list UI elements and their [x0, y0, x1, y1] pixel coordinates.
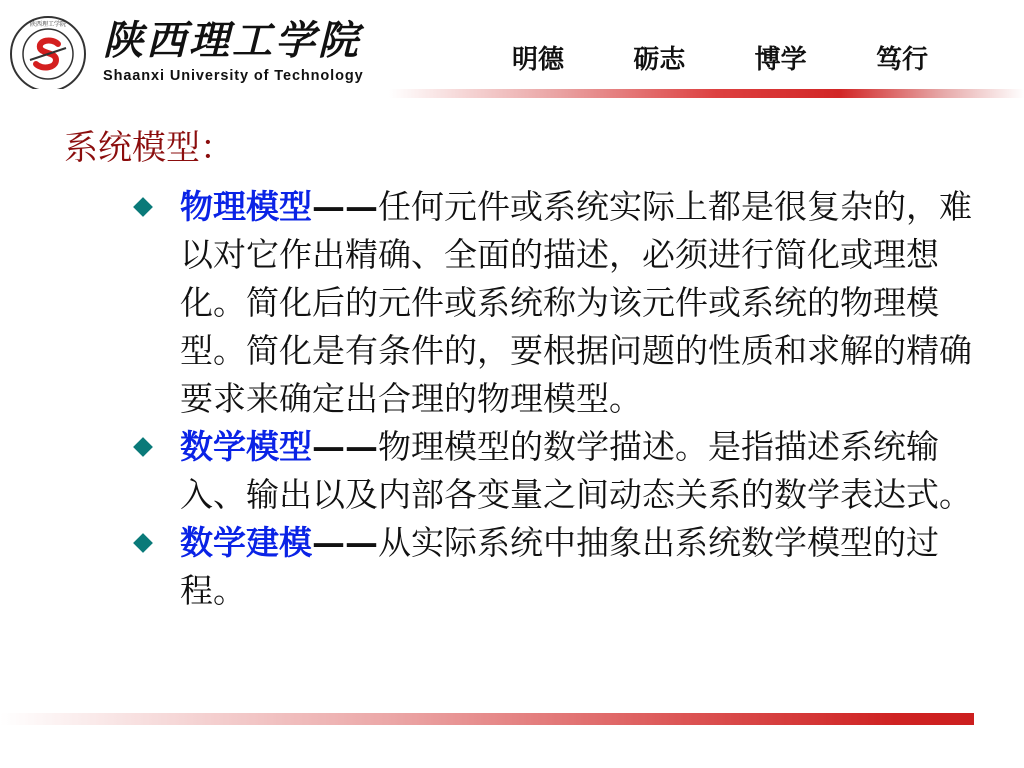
- item-text: 任何元件或系统实际上都是很复杂的，难以对它作出精确、全面的描述，必须进行简化或理想化。简化后的元件或系统称为该元件或系统的物理模型。简化是有条件的，要根据问题的性质和求解的精确要求来确定出合理的物理模型。: [180, 187, 972, 418]
- item-text: 物理模型的数学描述。是指描述系统输入、输出以及内部各变量之间动态关系的数学表达式。: [180, 427, 972, 514]
- slide-header: [0, 0, 1024, 100]
- footer-divider-bar: [0, 713, 974, 725]
- motto-word: 博学: [754, 45, 807, 75]
- university-name-cn: 陕西理工学院: [103, 17, 361, 64]
- item-term: 物理模型: [180, 187, 312, 226]
- item-dash: ——: [312, 427, 378, 466]
- diamond-bullet-icon: [133, 533, 153, 553]
- bullet-list: [130, 183, 976, 615]
- list-item: [130, 519, 976, 615]
- item-dash: ——: [312, 523, 378, 562]
- item-text: 从实际系统中抽象出系统数学模型的过程。: [180, 523, 939, 610]
- header-divider-bar: [0, 89, 1024, 98]
- university-name-en: Shaanxi University of Technology: [103, 68, 364, 84]
- diamond-bullet-icon: [133, 197, 153, 217]
- list-item: [130, 183, 976, 423]
- item-term: 数学模型: [180, 427, 312, 466]
- motto-word: 笃行: [875, 45, 928, 75]
- motto-word: 砺志: [633, 45, 686, 75]
- university-motto: [500, 39, 940, 76]
- motto-word: 明德: [511, 45, 564, 75]
- section-title: 系统模型：: [64, 128, 234, 168]
- university-seal-icon: [8, 14, 88, 94]
- item-dash: ——: [312, 187, 378, 226]
- diamond-bullet-icon: [133, 437, 153, 457]
- item-term: 数学建模: [180, 523, 312, 562]
- svg-text:陕西理工学院: 陕西理工学院: [29, 21, 67, 28]
- list-item: [130, 423, 976, 519]
